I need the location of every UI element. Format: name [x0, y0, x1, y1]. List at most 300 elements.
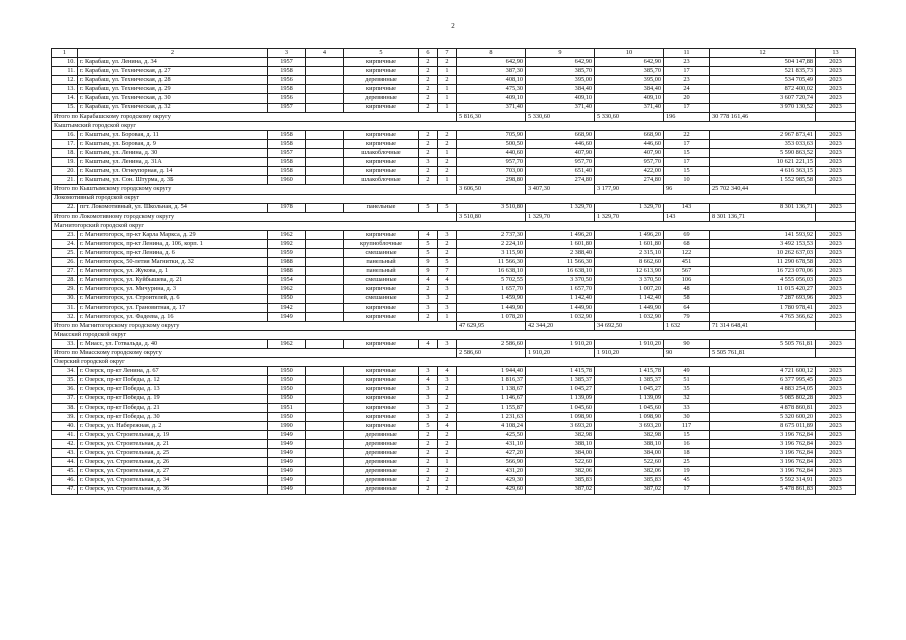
- cell-entrances: 2: [438, 430, 457, 439]
- cell-residents: 15: [664, 149, 710, 158]
- cell-address: г. Озерск, ул. Строительная, д. 25: [78, 449, 268, 458]
- cell-year: 2023: [816, 67, 856, 76]
- cell-address: г. Магнитогорск, ул. Фадеева, д. 16: [78, 312, 268, 321]
- cell-address: г. Кыштым, ул. Ленина, д. 31А: [78, 158, 268, 167]
- cell-blank: [306, 430, 344, 439]
- cell-entrances: 4: [438, 367, 457, 376]
- cell-cost: 3 196 762,84: [710, 440, 816, 449]
- table-row: [52, 294, 856, 303]
- cell-year: 2023: [816, 394, 856, 403]
- subtotal-residential-area: 3 407,30: [526, 185, 595, 194]
- cell-residential-area: 11 566,30: [526, 258, 595, 267]
- cell-total-area: 1 657,70: [457, 285, 526, 294]
- cell-address: г. Карабаш, ул. Техническая, д. 29: [78, 85, 268, 94]
- cell-total-area: 2 224,10: [457, 239, 526, 248]
- column-header: 3: [268, 49, 306, 58]
- cell-entrances: 2: [438, 76, 457, 85]
- subtotal-residents: 196: [664, 112, 710, 121]
- cell-residential-area: 1 045,27: [526, 385, 595, 394]
- cell-blank: [306, 103, 344, 112]
- cell-cost: 8 675 011,89: [710, 421, 816, 430]
- cell-year: 2023: [816, 476, 856, 485]
- cell-year: 2023: [816, 158, 856, 167]
- table-row: [52, 276, 856, 285]
- cell-total-area: 566,90: [457, 458, 526, 467]
- cell-premises-area: 2 315,10: [595, 249, 664, 258]
- cell-residents: 16: [664, 440, 710, 449]
- cell-address: г. Карабаш, ул. Техническая, д. 32: [78, 103, 268, 112]
- subtotal-premises-area: 34 692,50: [595, 321, 664, 330]
- cell-residents: 90: [664, 340, 710, 349]
- cell-build-year: 1958: [268, 139, 306, 148]
- cell-residential-area: 1 496,20: [526, 230, 595, 239]
- cell-total-area: 2 586,60: [457, 340, 526, 349]
- cell-blank: [306, 58, 344, 67]
- section-heading-row: [52, 330, 856, 339]
- cell-blank: [306, 476, 344, 485]
- table-row: [52, 312, 856, 321]
- cell-premises-area: 409,10: [595, 94, 664, 103]
- cell-wall-material: кирпичные: [344, 394, 419, 403]
- table-row: [52, 485, 856, 494]
- cell-year: 2023: [816, 467, 856, 476]
- cell-row-number: 14.: [52, 94, 78, 103]
- cell-blank: [306, 203, 344, 212]
- subtotal-year: [816, 349, 856, 358]
- cell-build-year: 1958: [268, 85, 306, 94]
- cell-row-number: 28.: [52, 276, 78, 285]
- cell-floors: 5: [419, 239, 438, 248]
- cell-cost: 141 593,92: [710, 230, 816, 239]
- cell-cost: 534 705,49: [710, 76, 816, 85]
- column-header: 1: [52, 49, 78, 58]
- cell-floors: 2: [419, 58, 438, 67]
- table-row: [52, 267, 856, 276]
- cell-premises-area: 3 370,50: [595, 276, 664, 285]
- cell-build-year: 1950: [268, 294, 306, 303]
- cell-residents: 30: [664, 412, 710, 421]
- cell-floors: 9: [419, 258, 438, 267]
- cell-wall-material: кирпичные: [344, 403, 419, 412]
- subtotal-row: [52, 212, 856, 221]
- cell-total-area: 1 449,90: [457, 303, 526, 312]
- subtotal-label: Итого по Карабашскому городскому округу: [52, 112, 457, 121]
- cell-cost: 504 147,88: [710, 58, 816, 67]
- cell-premises-area: 371,40: [595, 103, 664, 112]
- cell-blank: [306, 421, 344, 430]
- cell-entrances: 1: [438, 94, 457, 103]
- cell-row-number: 16.: [52, 130, 78, 139]
- subtotal-row: [52, 185, 856, 194]
- cell-floors: 5: [419, 249, 438, 258]
- cell-residents: 17: [664, 103, 710, 112]
- subtotal-residents: 96: [664, 185, 710, 194]
- subtotal-premises-area: 1 329,70: [595, 212, 664, 221]
- cell-residents: 48: [664, 285, 710, 294]
- cell-residents: 45: [664, 476, 710, 485]
- cell-wall-material: деревянные: [344, 76, 419, 85]
- cell-total-area: 500,50: [457, 139, 526, 148]
- table-row: [52, 139, 856, 148]
- section-heading-row: [52, 121, 856, 130]
- cell-year: 2023: [816, 312, 856, 321]
- cell-row-number: 18.: [52, 149, 78, 158]
- table-row: [52, 403, 856, 412]
- cell-premises-area: 1 032,90: [595, 312, 664, 321]
- section-heading: Кыштымский городской округ: [52, 121, 856, 130]
- cell-blank: [306, 94, 344, 103]
- column-header: 12: [710, 49, 816, 58]
- cell-residents: 33: [664, 403, 710, 412]
- section-heading-row: [52, 358, 856, 367]
- cell-residents: 15: [664, 167, 710, 176]
- cell-wall-material: шлакоблочные: [344, 176, 419, 185]
- cell-entrances: 5: [438, 203, 457, 212]
- cell-row-number: 38.: [52, 403, 78, 412]
- cell-build-year: 1962: [268, 230, 306, 239]
- table-row: [52, 176, 856, 185]
- cell-floors: 2: [419, 76, 438, 85]
- cell-blank: [306, 258, 344, 267]
- column-header: 11: [664, 49, 710, 58]
- cell-row-number: 10.: [52, 58, 78, 67]
- subtotal-cost: 30 778 161,46: [710, 112, 816, 121]
- table-row: [52, 230, 856, 239]
- cell-address: г. Магнитогорск, пр-кт Карла Маркса, д. 29: [78, 230, 268, 239]
- cell-row-number: 20.: [52, 167, 78, 176]
- cell-premises-area: 1 385,37: [595, 376, 664, 385]
- cell-residential-area: 1 449,90: [526, 303, 595, 312]
- cell-blank: [306, 303, 344, 312]
- cell-year: 2023: [816, 176, 856, 185]
- cell-build-year: 1949: [268, 476, 306, 485]
- cell-wall-material: кирпичные: [344, 285, 419, 294]
- cell-premises-area: 1 910,20: [595, 340, 664, 349]
- cell-floors: 3: [419, 385, 438, 394]
- table-row: [52, 421, 856, 430]
- subtotal-residents: 1 632: [664, 321, 710, 330]
- table-row: [52, 203, 856, 212]
- cell-entrances: 1: [438, 103, 457, 112]
- cell-wall-material: кирпичные: [344, 167, 419, 176]
- cell-year: 2023: [816, 267, 856, 276]
- cell-address: г. Кыштым, ул. Боровая, д. 11: [78, 130, 268, 139]
- cell-address: г. Озерск, пр-кт Победы, д. 19: [78, 394, 268, 403]
- cell-build-year: 1988: [268, 258, 306, 267]
- cell-cost: 6 377 995,45: [710, 376, 816, 385]
- cell-build-year: 1959: [268, 249, 306, 258]
- cell-entrances: 2: [438, 167, 457, 176]
- cell-floors: 4: [419, 376, 438, 385]
- column-header: 7: [438, 49, 457, 58]
- cell-blank: [306, 376, 344, 385]
- cell-address: г. Карабаш, ул. Техническая, д. 30: [78, 94, 268, 103]
- table-row: [52, 458, 856, 467]
- table-row: [52, 76, 856, 85]
- subtotal-residential-area: 5 330,60: [526, 112, 595, 121]
- subtotal-label: Итого по Миасскому городскому округу: [52, 349, 457, 358]
- cell-year: 2023: [816, 403, 856, 412]
- cell-premises-area: 274,80: [595, 176, 664, 185]
- subtotal-cost: 71 314 648,41: [710, 321, 816, 330]
- subtotal-total-area: 2 586,60: [457, 349, 526, 358]
- cell-floors: 2: [419, 67, 438, 76]
- cell-total-area: 1 078,20: [457, 312, 526, 321]
- cell-build-year: 1949: [268, 430, 306, 439]
- cell-total-area: 3 510,80: [457, 203, 526, 212]
- cell-build-year: 1950: [268, 376, 306, 385]
- cell-blank: [306, 403, 344, 412]
- subtotal-residential-area: 42 344,20: [526, 321, 595, 330]
- column-header: 8: [457, 49, 526, 58]
- table-row: [52, 376, 856, 385]
- table-row: [52, 130, 856, 139]
- table-row: [52, 85, 856, 94]
- cell-floors: 2: [419, 103, 438, 112]
- cell-build-year: 1949: [268, 312, 306, 321]
- table-row: [52, 476, 856, 485]
- subtotal-residential-area: 1 329,70: [526, 212, 595, 221]
- cell-entrances: 2: [438, 449, 457, 458]
- cell-cost: 4 555 056,03: [710, 276, 816, 285]
- cell-total-area: 408,10: [457, 76, 526, 85]
- cell-wall-material: кирпичные: [344, 367, 419, 376]
- subtotal-row: [52, 321, 856, 330]
- cell-total-area: 1 816,37: [457, 376, 526, 385]
- cell-residents: 23: [664, 76, 710, 85]
- cell-build-year: 1992: [268, 239, 306, 248]
- cell-blank: [306, 267, 344, 276]
- cell-premises-area: 1 449,90: [595, 303, 664, 312]
- cell-total-area: 429,30: [457, 476, 526, 485]
- cell-address: г. Озерск, ул. Строительная, д. 34: [78, 476, 268, 485]
- cell-address: г. Карабаш, ул. Техническая, д. 27: [78, 67, 268, 76]
- table-row: [52, 412, 856, 421]
- cell-wall-material: кирпичные: [344, 139, 419, 148]
- cell-address: г. Озерск, ул. Строительная, д. 21: [78, 440, 268, 449]
- cell-address: г. Магнитогорск, ул. Куйбышева, д. 21: [78, 276, 268, 285]
- cell-entrances: 2: [438, 440, 457, 449]
- cell-floors: 9: [419, 267, 438, 276]
- cell-total-area: 1 944,40: [457, 367, 526, 376]
- cell-floors: 2: [419, 94, 438, 103]
- cell-wall-material: смешанные: [344, 294, 419, 303]
- subtotal-row: [52, 112, 856, 121]
- cell-row-number: 19.: [52, 158, 78, 167]
- cell-address: г. Карабаш, ул. Ленина, д. 34: [78, 58, 268, 67]
- cell-build-year: 1950: [268, 394, 306, 403]
- cell-entrances: 5: [438, 258, 457, 267]
- cell-floors: 3: [419, 394, 438, 403]
- cell-blank: [306, 367, 344, 376]
- cell-cost: 11 015 420,27: [710, 285, 816, 294]
- cell-row-number: 24.: [52, 239, 78, 248]
- table-row: [52, 440, 856, 449]
- cell-row-number: 41.: [52, 430, 78, 439]
- subtotal-year: [816, 185, 856, 194]
- column-header: 6: [419, 49, 438, 58]
- cell-address: г. Магнитогорск, ул. Строителей, д. 6: [78, 294, 268, 303]
- cell-premises-area: 3 693,20: [595, 421, 664, 430]
- cell-residential-area: 1 139,09: [526, 394, 595, 403]
- cell-wall-material: кирпичные: [344, 412, 419, 421]
- cell-total-area: 4 108,24: [457, 421, 526, 430]
- cell-year: 2023: [816, 485, 856, 494]
- cell-residents: 10: [664, 176, 710, 185]
- cell-residents: 25: [664, 458, 710, 467]
- cell-year: 2023: [816, 58, 856, 67]
- cell-cost: 5 478 861,83: [710, 485, 816, 494]
- cell-cost: 3 196 762,84: [710, 430, 816, 439]
- cell-total-area: 440,60: [457, 149, 526, 158]
- cell-premises-area: 395,00: [595, 76, 664, 85]
- cell-build-year: 1957: [268, 149, 306, 158]
- section-heading: Миасский городской округ: [52, 330, 856, 339]
- subtotal-total-area: 47 629,95: [457, 321, 526, 330]
- cell-residential-area: 385,70: [526, 67, 595, 76]
- table-row: [52, 430, 856, 439]
- cell-entrances: 2: [438, 476, 457, 485]
- section-heading-row: [52, 194, 856, 203]
- column-header: 2: [78, 49, 268, 58]
- cell-blank: [306, 412, 344, 421]
- cell-build-year: 1949: [268, 449, 306, 458]
- cell-row-number: 39.: [52, 412, 78, 421]
- cell-row-number: 27.: [52, 267, 78, 276]
- cell-total-area: 3 115,90: [457, 249, 526, 258]
- page-number: 2: [451, 22, 455, 30]
- cell-year: 2023: [816, 421, 856, 430]
- cell-residents: 17: [664, 67, 710, 76]
- cell-residential-area: 1 910,20: [526, 340, 595, 349]
- cell-blank: [306, 458, 344, 467]
- cell-residential-area: 384,00: [526, 449, 595, 458]
- section-heading-row: [52, 221, 856, 230]
- cell-build-year: 1958: [268, 67, 306, 76]
- subtotal-label: Итого по Локомотивному городскому округу: [52, 212, 457, 221]
- cell-year: 2023: [816, 294, 856, 303]
- table-row: [52, 103, 856, 112]
- cell-total-area: 431,20: [457, 467, 526, 476]
- cell-year: 2023: [816, 385, 856, 394]
- cell-residents: 19: [664, 467, 710, 476]
- cell-residents: 64: [664, 303, 710, 312]
- cell-residents: 49: [664, 367, 710, 376]
- cell-entrances: 2: [438, 403, 457, 412]
- cell-year: 2023: [816, 230, 856, 239]
- cell-year: 2023: [816, 249, 856, 258]
- cell-total-area: 425,50: [457, 430, 526, 439]
- cell-entrances: 4: [438, 276, 457, 285]
- cell-build-year: 1942: [268, 303, 306, 312]
- cell-row-number: 44.: [52, 458, 78, 467]
- cell-row-number: 25.: [52, 249, 78, 258]
- cell-wall-material: деревянные: [344, 449, 419, 458]
- cell-entrances: 2: [438, 485, 457, 494]
- cell-address: г. Кыштым, ул. Сон. Штурма, д. 3Б: [78, 176, 268, 185]
- cell-entrances: 1: [438, 67, 457, 76]
- cell-year: 2023: [816, 239, 856, 248]
- cell-residential-area: 407,90: [526, 149, 595, 158]
- cell-floors: 2: [419, 149, 438, 158]
- cell-build-year: 1978: [268, 203, 306, 212]
- column-header: 10: [595, 49, 664, 58]
- cell-premises-area: 1 098,90: [595, 412, 664, 421]
- cell-residents: 106: [664, 276, 710, 285]
- cell-blank: [306, 449, 344, 458]
- cell-floors: 2: [419, 485, 438, 494]
- cell-total-area: 427,20: [457, 449, 526, 458]
- housing-register-table: [51, 48, 856, 495]
- cell-build-year: 1988: [268, 267, 306, 276]
- cell-blank: [306, 167, 344, 176]
- subtotal-premises-area: 5 330,60: [595, 112, 664, 121]
- cell-residential-area: 1 415,78: [526, 367, 595, 376]
- cell-residents: 18: [664, 449, 710, 458]
- cell-entrances: 1: [438, 85, 457, 94]
- cell-total-area: 298,80: [457, 176, 526, 185]
- cell-year: 2023: [816, 276, 856, 285]
- cell-build-year: 1949: [268, 458, 306, 467]
- cell-cost: 3 607 720,74: [710, 94, 816, 103]
- cell-entrances: 4: [438, 421, 457, 430]
- cell-cost: 3 196 762,84: [710, 458, 816, 467]
- table-row: [52, 285, 856, 294]
- cell-wall-material: кирпичные: [344, 230, 419, 239]
- cell-row-number: 37.: [52, 394, 78, 403]
- cell-address: г. Магнитогорск, пр-кт Ленина, д. 6: [78, 249, 268, 258]
- section-heading: Магнитогорский городской округ: [52, 221, 856, 230]
- cell-residents: 22: [664, 130, 710, 139]
- cell-entrances: 2: [438, 58, 457, 67]
- cell-entrances: 1: [438, 176, 457, 185]
- section-heading: Локомотивный городской округ: [52, 194, 856, 203]
- cell-residential-area: 382,06: [526, 467, 595, 476]
- cell-blank: [306, 385, 344, 394]
- cell-wall-material: кирпичные: [344, 376, 419, 385]
- cell-year: 2023: [816, 94, 856, 103]
- cell-floors: 4: [419, 340, 438, 349]
- cell-address: г. Магнитогорск, ул. Жукова, д. 1: [78, 267, 268, 276]
- table-row: [52, 394, 856, 403]
- cell-residents: 23: [664, 58, 710, 67]
- cell-row-number: 26.: [52, 258, 78, 267]
- cell-cost: 5 590 863,52: [710, 149, 816, 158]
- cell-residents: 122: [664, 249, 710, 258]
- cell-residents: 69: [664, 230, 710, 239]
- cell-floors: 2: [419, 167, 438, 176]
- cell-row-number: 33.: [52, 340, 78, 349]
- cell-row-number: 35.: [52, 376, 78, 385]
- cell-entrances: 3: [438, 303, 457, 312]
- cell-residential-area: 274,80: [526, 176, 595, 185]
- cell-floors: 2: [419, 285, 438, 294]
- cell-residents: 17: [664, 139, 710, 148]
- cell-residents: 68: [664, 239, 710, 248]
- cell-blank: [306, 485, 344, 494]
- cell-residents: 117: [664, 421, 710, 430]
- cell-build-year: 1951: [268, 403, 306, 412]
- cell-total-area: 1 155,87: [457, 403, 526, 412]
- cell-residential-area: 1 142,40: [526, 294, 595, 303]
- cell-blank: [306, 149, 344, 158]
- cell-residential-area: 1 601,80: [526, 239, 595, 248]
- cell-build-year: 1949: [268, 440, 306, 449]
- cell-year: 2023: [816, 167, 856, 176]
- table-row: [52, 249, 856, 258]
- cell-year: 2023: [816, 258, 856, 267]
- cell-residential-area: 16 638,10: [526, 267, 595, 276]
